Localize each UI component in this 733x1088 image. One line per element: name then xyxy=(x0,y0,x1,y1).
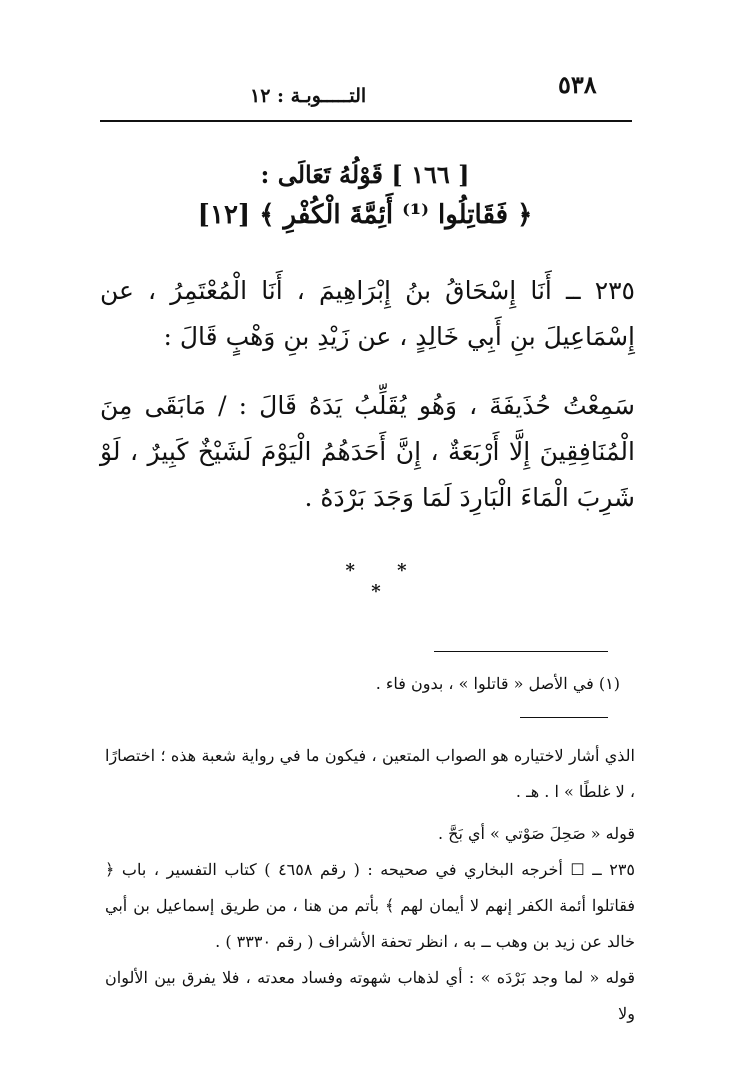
verse-heading: [ ١٦٦ ] قَوْلُهُ تَعَالَى : xyxy=(260,160,470,189)
commentary-sahil: قوله « صَحِلَ صَوْتي » أي بَحَّ . xyxy=(437,824,635,843)
header-rule xyxy=(100,120,632,122)
footnote: (١) في الأصل « قاتلوا » ، بدون فاء . xyxy=(375,674,620,693)
section-separator: * * * xyxy=(345,560,425,602)
footnote-rule xyxy=(434,651,608,652)
page-number: ٥٣٨ xyxy=(558,70,597,99)
footnote-rule xyxy=(520,717,608,718)
commentary-bardahu: قوله « لما وجد بَرْدَه » : أي لذهاب شهوته وفساد معدته ، فلا يفرق بين الألوان ولا xyxy=(105,968,635,1023)
hadith-isnad: ٢٣٥ ــ أَنَا إِسْحَاقُ بنُ إِبْرَاهِيمَ ، أَنَا الْمُعْتَمِرُ ، عن إِسْمَاعِيلَ بنِ أَبِي خَالِدٍ ، عن زَيْدِ بنِ وَهْبٍ قَالَ : xyxy=(100,276,635,351)
hadith-matn: سَمِعْتُ حُذَيفَةَ ، وَهُو يُقَلِّبُ يَدَهُ قَالَ : / مَابَقَى مِنَ الْمُنَافِقِينَ إِلَّا أَرْبَعَةٌ ، إِنَّ أَحَدَهُمُ الْيَوْمَ لَشَيْخٌ كَبِيرٌ ، لَوْ شَرِبَ الْمَاءَ الْبَارِدَ لَمَا وَجَدَ بَرْدَهُ . xyxy=(100,391,635,512)
verse-text: ﴿ فَقَاتِلُوا ⁽¹⁾ أَئِمَّةَ الْكُفْرِ ﴾ [١٢] xyxy=(197,200,533,230)
commentary-continuation: الذي أشار لاختياره هو الصواب المتعين ، فيكون ما في رواية شعبة هذه ؛ اختصارًا ، لا غلطًا » ا . هـ . xyxy=(105,746,636,801)
running-head: التـــــوبـة : ١٢ xyxy=(250,85,367,107)
commentary-takhrij: ٢٣٥ ــ ☐ أخرجه البخاري في صحيحه : ( رقم ٤٦٥٨ ) كتاب التفسير ، باب ﴿ فقاتلوا أئمة الكفر إنهم لا أيمان لهم ﴾ بأتم من هنا ، من طريق إسماعيل بن أبي خالد عن زيد بن وهب ــ به ، انظر تحفة الأشراف ( رقم ٣٣٣٠ ) . xyxy=(105,860,635,951)
